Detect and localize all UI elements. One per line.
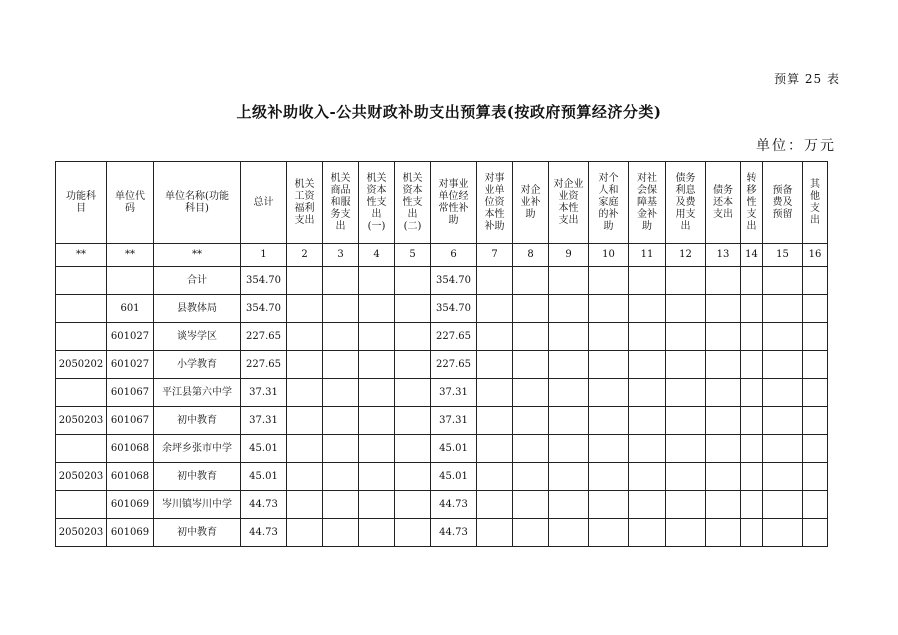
table-row-cell (359, 407, 395, 435)
table-row-cell (741, 491, 763, 519)
column-number-row-cell: 11 (629, 244, 666, 267)
column-number-row-cell: 9 (549, 244, 589, 267)
table-row-cell (629, 267, 666, 295)
table-row-cell: 227.65 (431, 351, 477, 379)
table-row-cell: 45.01 (431, 463, 477, 491)
header-row-cell: 预备 费及 预留 (763, 162, 803, 244)
table-row (56, 519, 828, 547)
table-row-cell (803, 491, 828, 519)
table-row-cell: 初中教育 (154, 519, 241, 547)
table-row (56, 379, 828, 407)
table-row-cell: 601067 (107, 379, 154, 407)
table-row-cell (706, 463, 741, 491)
table-row-cell: 44.73 (241, 519, 287, 547)
table-row-cell (323, 519, 359, 547)
table-row-cell (549, 295, 589, 323)
column-number-row-cell: 3 (323, 244, 359, 267)
table-row-cell (706, 267, 741, 295)
column-number-row-cell: 14 (741, 244, 763, 267)
header-row-cell: 功能科 目 (56, 162, 107, 244)
table-row-cell (359, 491, 395, 519)
table-row-cell (706, 379, 741, 407)
table-row-cell: 45.01 (431, 435, 477, 463)
table-row-cell (803, 267, 828, 295)
header-row-cell: 对企 业补 助 (513, 162, 549, 244)
table-row-cell (741, 463, 763, 491)
header-row-cell: 债务 还本 支出 (706, 162, 741, 244)
table-row-cell: 岑川镇岑川中学 (154, 491, 241, 519)
table-row-cell (589, 491, 629, 519)
table-row (56, 491, 828, 519)
table-row (56, 267, 828, 295)
table-row-cell (706, 407, 741, 435)
table-row-cell (763, 463, 803, 491)
table-row-cell (323, 323, 359, 351)
table-row-cell (666, 323, 706, 351)
table-row-cell (395, 379, 431, 407)
table-row-cell (706, 295, 741, 323)
table-row-cell: 谈岑学区 (154, 323, 241, 351)
column-number-row-cell: 10 (589, 244, 629, 267)
table-row-cell (666, 407, 706, 435)
table-row-cell (803, 519, 828, 547)
page-title: 上级补助收入-公共财政补助支出预算表(按政府预算经济分类) (236, 103, 662, 121)
table-row-cell: 45.01 (241, 435, 287, 463)
table-row-cell (477, 463, 513, 491)
table-row-cell (513, 407, 549, 435)
table-row-cell: 354.70 (431, 295, 477, 323)
table-row-cell: 37.31 (241, 407, 287, 435)
column-number-row-cell: 15 (763, 244, 803, 267)
table-row-cell (287, 379, 323, 407)
table-row-cell (589, 351, 629, 379)
table-row-cell (666, 379, 706, 407)
table-row-cell (359, 351, 395, 379)
table-row-cell: 37.31 (241, 379, 287, 407)
table-row-cell (629, 351, 666, 379)
table-row-cell (56, 379, 107, 407)
table-row-cell (763, 491, 803, 519)
budget-table (55, 161, 828, 547)
table-row-cell (629, 379, 666, 407)
table-row-cell (741, 435, 763, 463)
column-number-row-cell: 13 (706, 244, 741, 267)
table-row (56, 351, 828, 379)
table-row-cell (741, 295, 763, 323)
table-row-cell (395, 435, 431, 463)
header-row-cell: 机关 商品 和服 务支 出 (323, 162, 359, 244)
table-row-cell (549, 267, 589, 295)
table-row-cell (395, 323, 431, 351)
table-row-cell (477, 295, 513, 323)
table-row-cell (589, 379, 629, 407)
table-row-cell (323, 435, 359, 463)
table-row-cell (666, 435, 706, 463)
column-number-row-cell: ** (154, 244, 241, 267)
table-row-cell (741, 351, 763, 379)
table-row-cell (763, 351, 803, 379)
table-row-cell: 2050203 (56, 463, 107, 491)
table-row-cell (359, 379, 395, 407)
table-row-cell (56, 491, 107, 519)
unit-label: 单位：万元 (756, 138, 836, 154)
column-number-row-cell: 12 (666, 244, 706, 267)
table-row-cell (706, 519, 741, 547)
table-row-cell: 601027 (107, 351, 154, 379)
table-row-cell: 44.73 (431, 519, 477, 547)
table-row-cell (549, 463, 589, 491)
table-row-cell (763, 323, 803, 351)
table-row-cell: 小学教育 (154, 351, 241, 379)
table-row-cell (107, 267, 154, 295)
header-row-cell: 对企业 业资 本性 支出 (549, 162, 589, 244)
column-number-row (56, 244, 828, 267)
table-row-cell (629, 491, 666, 519)
table-row-cell (513, 267, 549, 295)
table-row-cell (323, 491, 359, 519)
table-row-cell (549, 491, 589, 519)
table-row-cell: 37.31 (431, 379, 477, 407)
header-row-cell: 单位名称(功能 科目) (154, 162, 241, 244)
header-row (56, 162, 828, 244)
table-row-cell (706, 491, 741, 519)
header-row-cell: 转 移 性 支 出 (741, 162, 763, 244)
column-number-row-cell: 6 (431, 244, 477, 267)
table-row-cell (666, 267, 706, 295)
table-row-cell (666, 463, 706, 491)
table-row-cell (741, 323, 763, 351)
table-row-cell (477, 323, 513, 351)
table-row-cell (629, 407, 666, 435)
table-row-cell (287, 407, 323, 435)
table-row-cell (763, 267, 803, 295)
table-row-cell (629, 295, 666, 323)
table-row-cell (513, 519, 549, 547)
column-number-row-cell: 4 (359, 244, 395, 267)
header-row-cell: 对事业 单位经 常性补 助 (431, 162, 477, 244)
table-row-cell (395, 491, 431, 519)
table-row-cell (549, 435, 589, 463)
table-row-cell: 初中教育 (154, 463, 241, 491)
header-row-cell: 单位代 码 (107, 162, 154, 244)
column-number-row-cell: 1 (241, 244, 287, 267)
table-row-cell: 县教体局 (154, 295, 241, 323)
table-row-cell (359, 463, 395, 491)
table-row-cell (803, 295, 828, 323)
table-row-cell (477, 435, 513, 463)
table-row (56, 435, 828, 463)
column-number-row-cell: 2 (287, 244, 323, 267)
table-row-cell (666, 519, 706, 547)
table-row-cell (477, 351, 513, 379)
table-row-cell (589, 323, 629, 351)
table-row-cell (549, 379, 589, 407)
table-row-cell: 44.73 (241, 491, 287, 519)
table-row-cell (395, 351, 431, 379)
table-row-cell: 227.65 (431, 323, 477, 351)
column-number-row-cell: 7 (477, 244, 513, 267)
table-row-cell (741, 519, 763, 547)
column-number-row-cell: ** (107, 244, 154, 267)
table-row-cell (513, 323, 549, 351)
table-row (56, 295, 828, 323)
table-row-cell (513, 351, 549, 379)
table-row-cell (287, 323, 323, 351)
table-row-cell (589, 407, 629, 435)
table-row-cell (666, 295, 706, 323)
table-row-cell (513, 379, 549, 407)
table-row-cell (803, 407, 828, 435)
table-row-cell: 601069 (107, 491, 154, 519)
table-row-cell (629, 519, 666, 547)
table-row-cell (589, 519, 629, 547)
table-row-cell: 601068 (107, 435, 154, 463)
table-row-cell: 601068 (107, 463, 154, 491)
table-row-cell (287, 463, 323, 491)
header-row-cell: 机关 工资 福利 支出 (287, 162, 323, 244)
table-row-cell (803, 379, 828, 407)
table-row (56, 323, 828, 351)
table-row-cell: 227.65 (241, 351, 287, 379)
table-row-cell (803, 323, 828, 351)
table-row-cell (395, 463, 431, 491)
table-row-cell (287, 519, 323, 547)
table-row-cell: 354.70 (241, 295, 287, 323)
table-row-cell (323, 295, 359, 323)
table-row-cell: 354.70 (431, 267, 477, 295)
table-row-cell: 45.01 (241, 463, 287, 491)
table-row-cell (741, 407, 763, 435)
table-row-cell (763, 407, 803, 435)
table-row-cell (477, 407, 513, 435)
table-row-cell (359, 323, 395, 351)
table-row-cell (666, 491, 706, 519)
table-row-cell (287, 351, 323, 379)
header-row-cell: 总计 (241, 162, 287, 244)
table-row-cell (589, 267, 629, 295)
column-number-row-cell: 5 (395, 244, 431, 267)
table-row (56, 463, 828, 491)
table-row-cell (513, 463, 549, 491)
table-row-cell (287, 435, 323, 463)
table-row-cell (287, 267, 323, 295)
table-row-cell (549, 323, 589, 351)
table-row-cell: 平江县第六中学 (154, 379, 241, 407)
table-row-cell (56, 267, 107, 295)
column-number-row-cell: 16 (803, 244, 828, 267)
table-row-cell (477, 491, 513, 519)
table-row-cell (359, 267, 395, 295)
table-row (56, 407, 828, 435)
table-row-cell: 合计 (154, 267, 241, 295)
table-row-cell (359, 435, 395, 463)
table-row-cell (323, 267, 359, 295)
table-row-cell (323, 407, 359, 435)
table-row-cell (763, 379, 803, 407)
table-row-cell (666, 351, 706, 379)
table-row-cell (56, 295, 107, 323)
table-row-cell (589, 435, 629, 463)
table-row-cell (549, 407, 589, 435)
table-row-cell (589, 463, 629, 491)
table-row-cell (359, 295, 395, 323)
table-row-cell (395, 407, 431, 435)
table-row-cell (287, 295, 323, 323)
table-row-cell (706, 323, 741, 351)
header-row-cell: 对事 业单 位资 本性 补助 (477, 162, 513, 244)
table-row-cell (763, 435, 803, 463)
table-row-cell: 2050202 (56, 351, 107, 379)
table-row-cell (629, 435, 666, 463)
table-row-cell (477, 519, 513, 547)
table-row-cell: 余坪乡张市中学 (154, 435, 241, 463)
table-row-cell: 37.31 (431, 407, 477, 435)
table-row-cell (741, 267, 763, 295)
table-row-cell: 354.70 (241, 267, 287, 295)
table-row-cell (803, 351, 828, 379)
table-row-cell (706, 435, 741, 463)
table-row-cell (803, 435, 828, 463)
table-row-cell (803, 463, 828, 491)
table-row-cell (323, 463, 359, 491)
table-row-cell (549, 519, 589, 547)
table-row-cell (56, 323, 107, 351)
table-row-cell (513, 435, 549, 463)
table-row-cell: 2050203 (56, 519, 107, 547)
table-row-cell (395, 267, 431, 295)
table-row-cell: 227.65 (241, 323, 287, 351)
column-number-row-cell: 8 (513, 244, 549, 267)
table-row-cell (513, 491, 549, 519)
column-number-row-cell: ** (56, 244, 107, 267)
table-row-cell (395, 519, 431, 547)
table-row-cell (763, 295, 803, 323)
table-row-cell: 601 (107, 295, 154, 323)
table-row-cell: 601067 (107, 407, 154, 435)
table-row-cell: 初中教育 (154, 407, 241, 435)
header-row-cell: 机关 资本 性支 出 (二) (395, 162, 431, 244)
form-number: 预算 25 表 (774, 72, 840, 86)
header-row-cell: 债务 利息 及费 用支 出 (666, 162, 706, 244)
table-row-cell (477, 379, 513, 407)
header-row-cell: 对社 会保 障基 金补 助 (629, 162, 666, 244)
table-row-cell (589, 295, 629, 323)
table-row-cell (706, 351, 741, 379)
table-row-cell (741, 379, 763, 407)
header-row-cell: 机关 资本 性支 出 (一) (359, 162, 395, 244)
table-row-cell (763, 519, 803, 547)
table-row-cell (323, 351, 359, 379)
table-row-cell (395, 295, 431, 323)
table-row-cell (477, 267, 513, 295)
table-row-cell: 601027 (107, 323, 154, 351)
table-row-cell (359, 519, 395, 547)
table-row-cell (287, 491, 323, 519)
table-row-cell (56, 435, 107, 463)
table-row-cell (323, 379, 359, 407)
header-row-cell: 对个 人和 家庭 的补 助 (589, 162, 629, 244)
table-row-cell: 44.73 (431, 491, 477, 519)
table-row-cell (513, 295, 549, 323)
table-row-cell: 601069 (107, 519, 154, 547)
header-row-cell: 其 他 支 出 (803, 162, 828, 244)
table-row-cell (629, 323, 666, 351)
table-row-cell (629, 463, 666, 491)
table-row-cell (549, 351, 589, 379)
table-row-cell: 2050203 (56, 407, 107, 435)
